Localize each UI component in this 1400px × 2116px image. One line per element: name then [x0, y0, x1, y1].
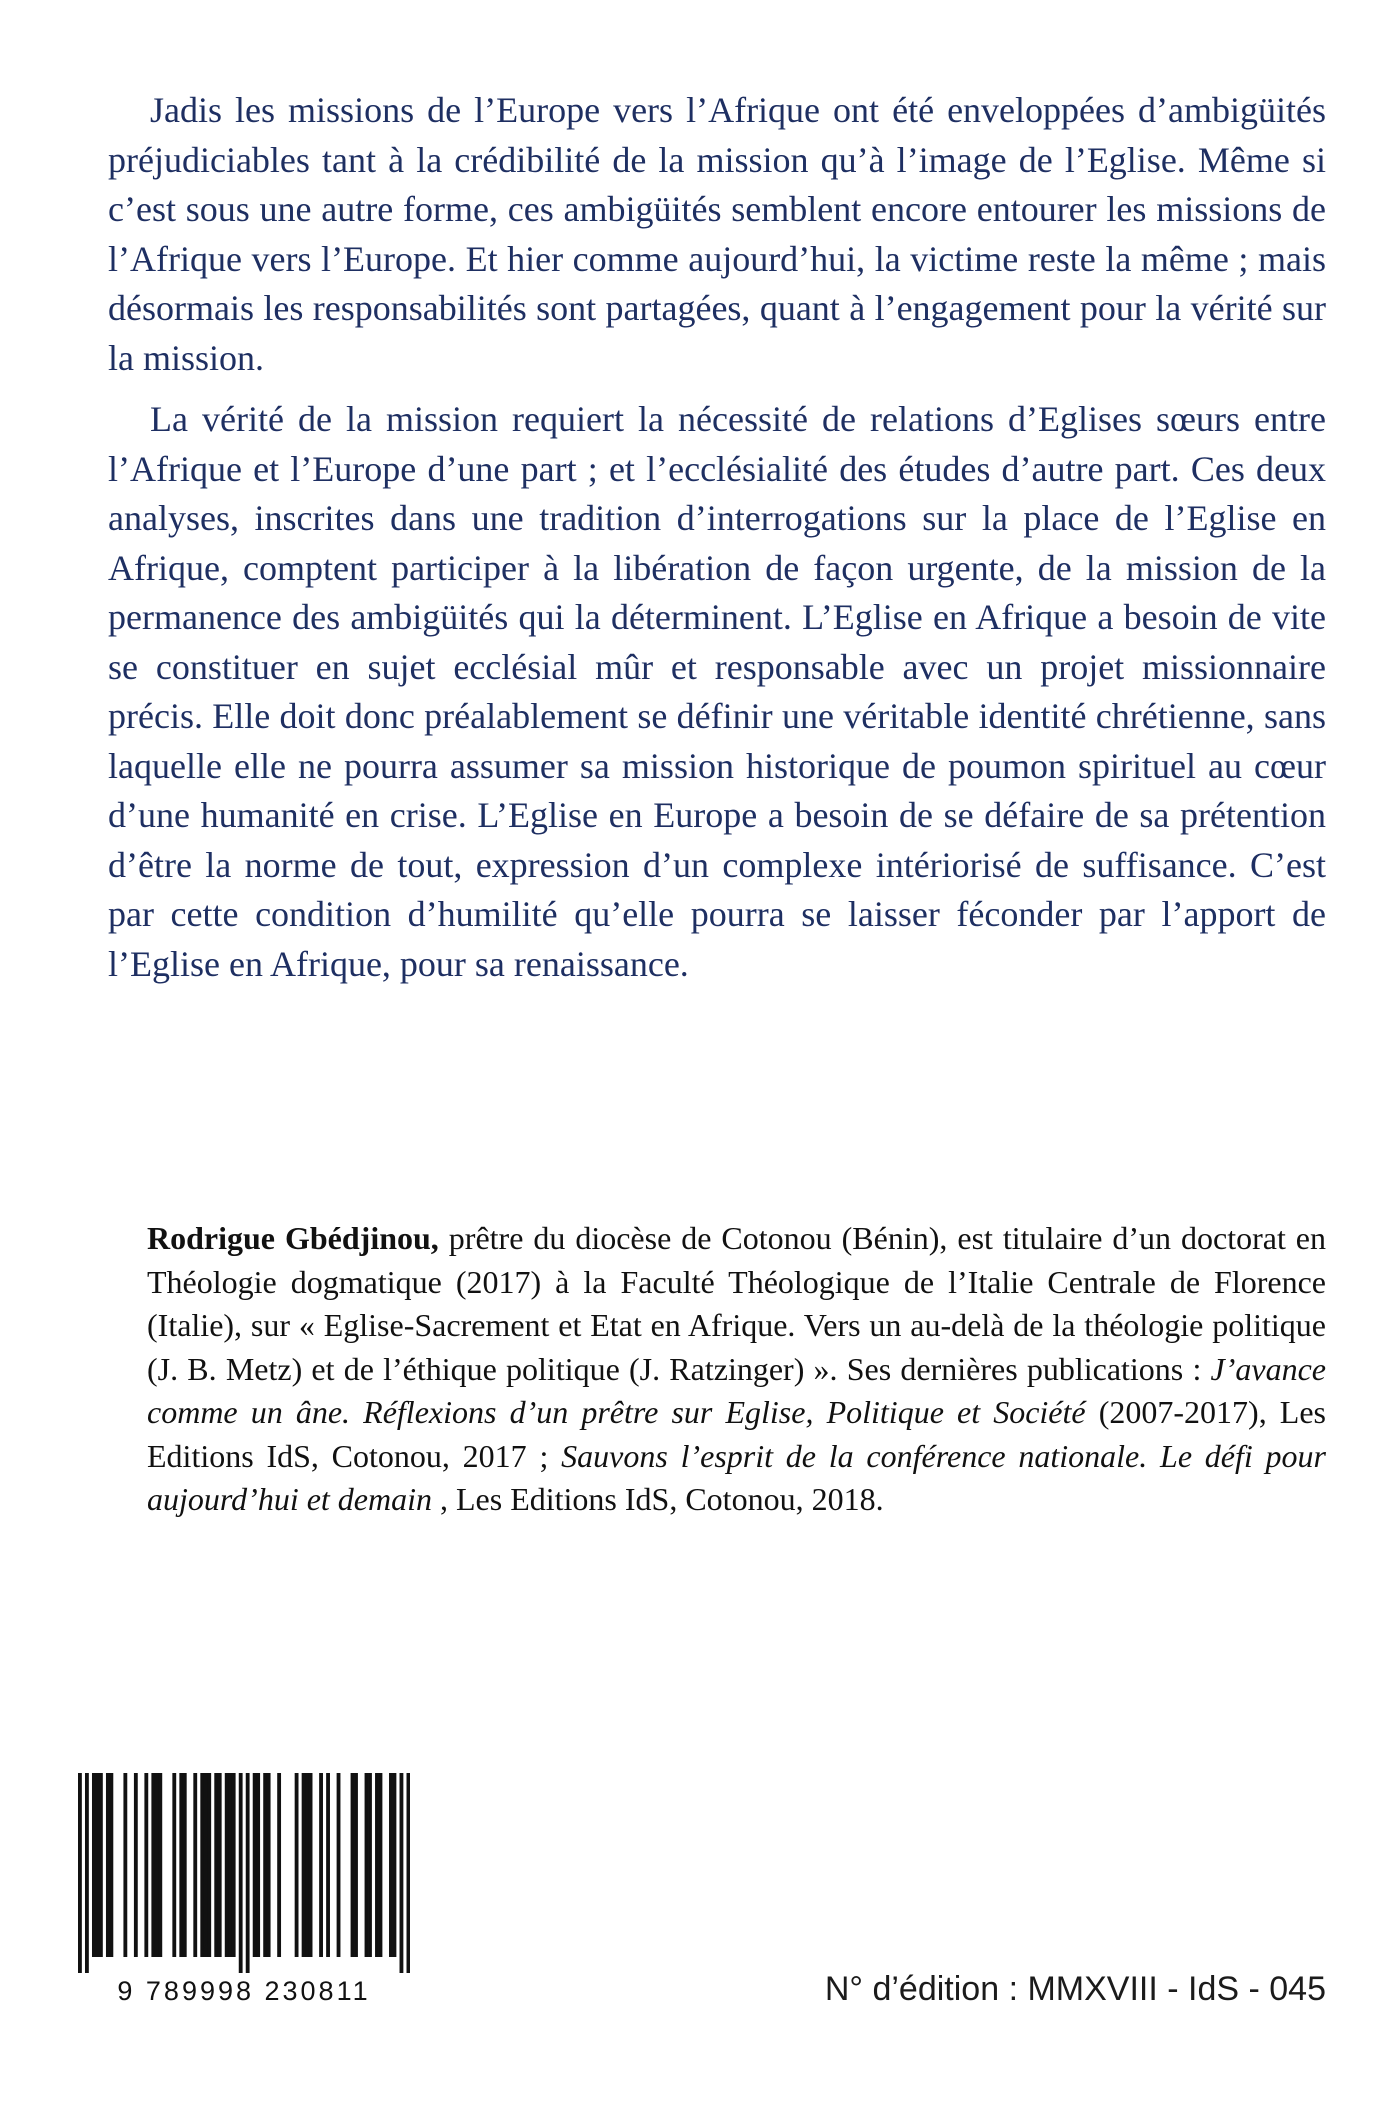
barcode-bar: [277, 1773, 281, 1957]
author-bio-paragraph: [147, 1217, 1326, 1522]
barcode-bar: [207, 1773, 211, 1957]
barcode-bar: [204, 1773, 208, 1957]
barcode-bar: [393, 1773, 397, 1957]
barcode-bar: [326, 1773, 330, 1957]
barcode-bar: [228, 1773, 232, 1957]
barcode-bar: [78, 1773, 82, 1973]
barcode-bar: [295, 1773, 299, 1957]
barcode-bar: [158, 1773, 162, 1957]
barcode-bar: [379, 1773, 383, 1957]
barcode-bar: [200, 1773, 204, 1957]
barcode-bar: [319, 1773, 323, 1957]
bio-text: , Les Editions IdS, Cotonou, 2018.: [432, 1481, 884, 1517]
publication-title: Sauvons l’esprit de la conférence nationale. Le défi pour aujourd’hui et demain: [147, 1437, 1327, 1517]
barcode-bar: [239, 1773, 243, 1973]
barcode-bar: [305, 1773, 309, 1957]
barcode-bar: [85, 1773, 89, 1973]
blurb-paragraph: Jadis les missions de l’Europe vers l’Afrique ont été enveloppées d’ambigüités préjudiciables tant à la crédibilité de la mission qu’à l’image de l’Eglise. Même si c’est sous une autre forme, ces ambigüités semblent encore entourer les missions de l’Afrique vers l’Europe. Et hier comme aujourd’hui, la victime reste la même ; mais désormais les responsabilités sont partagées, quant à l’engagement pour la vérité sur la mission.: [108, 90, 1326, 378]
barcode-bar: [267, 1773, 271, 1957]
bio-text: (2007-2017), Les Editions IdS, Cotonou, 2017 ;: [147, 1394, 1327, 1474]
barcode-bar: [144, 1773, 148, 1957]
barcode-bar: [109, 1773, 113, 1957]
barcode-bar: [134, 1773, 138, 1957]
barcode-bar: [183, 1773, 187, 1957]
barcode-bar: [253, 1773, 257, 1957]
barcode-bar: [351, 1773, 355, 1957]
barcode-bar: [218, 1773, 222, 1957]
barcode-bar: [246, 1773, 250, 1973]
barcode-bar: [95, 1773, 99, 1957]
barcode-bar: [214, 1773, 218, 1957]
barcode-bar: [337, 1773, 341, 1957]
edition-number: N° d’édition : MMXVIII - IdS - 045: [824, 1970, 1326, 2008]
barcode-bar: [92, 1773, 96, 1957]
barcode-bar: [309, 1773, 313, 1957]
barcode-bar: [407, 1773, 410, 1973]
author-name: Rodrigue Gbédjinou,: [147, 1220, 439, 1256]
barcode-bar: [151, 1773, 155, 1957]
barcode-bar: [368, 1773, 372, 1957]
barcode-bar: [302, 1773, 306, 1957]
barcode-bar: [99, 1773, 103, 1957]
blurb-paragraph: La vérité de la mission requiert la nécessité de relations d’Eglises sœurs entre l’Afrique et l’Europe d’une part ; et l’ecclésialité des études d’autre part. Ces deux analyses, inscrites dans une tradition d’interrogations sur la place de l’Eglise en Afrique, comptent participer à la libération de façon urgente, de la mission de la permanence des ambigüités qui la déterminent. L’Eglise en Afrique a besoin de vite se constituer en sujet ecclésial mûr et responsable avec un projet missionnaire précis. Elle doit donc préalablement se définir une véritable identité chrétienne, sans laquelle elle ne pourra assumer sa mission historique de poumon spirituel au cœur d’une humanité en crise. L’Eglise en Europe a besoin de se défaire de sa prétention d’être la norme de tout, expression d’un complexe intériorisé de suffisance. C’est par cette condition d’humilité qu’elle pourra se laisser féconder par l’apport de l’Eglise en Afrique, pour sa renaissance.: [108, 399, 1326, 984]
publication-title: J’avance comme un âne. Réflexions d’un prêtre sur Eglise, Politique et Société: [147, 1350, 1326, 1430]
barcode-bar: [256, 1773, 260, 1957]
barcode-bar: [179, 1773, 183, 1957]
barcode-bar: [225, 1773, 229, 1957]
barcode-bar: [232, 1773, 236, 1957]
barcode-bar: [354, 1773, 358, 1957]
barcode-bar: [375, 1773, 379, 1957]
barcode-bar: [123, 1773, 127, 1957]
author-bio: [147, 1217, 1326, 1522]
barcode-bar: [400, 1773, 404, 1973]
barcode-bar: [172, 1773, 176, 1957]
barcode-bar: [365, 1773, 369, 1957]
isbn-digits: 9 789998 230811: [117, 1976, 371, 2006]
back-cover-blurb: [108, 86, 1326, 1001]
barcode-bar: [155, 1773, 159, 1957]
bio-text: prêtre du diocèse de Cotonou (Bénin), est titulaire d’un doctorat en Théologie dogmatique (2017) à la Faculté Théologique de l’Italie Centrale de Florence (Italie), sur « Eglise-Sacrement et Etat en Afrique. Vers un au-delà de la théologie politique (J. B. Metz) et de l’éthique politique (J. Ratzinger) ». Ses dernières publications :: [147, 1220, 1327, 1387]
barcode-bar: [389, 1773, 393, 1957]
barcode-bars: [78, 1773, 410, 1973]
barcode-bar: [263, 1773, 267, 1957]
barcode-bar: [106, 1773, 110, 1957]
barcode-bar: [193, 1773, 197, 1957]
